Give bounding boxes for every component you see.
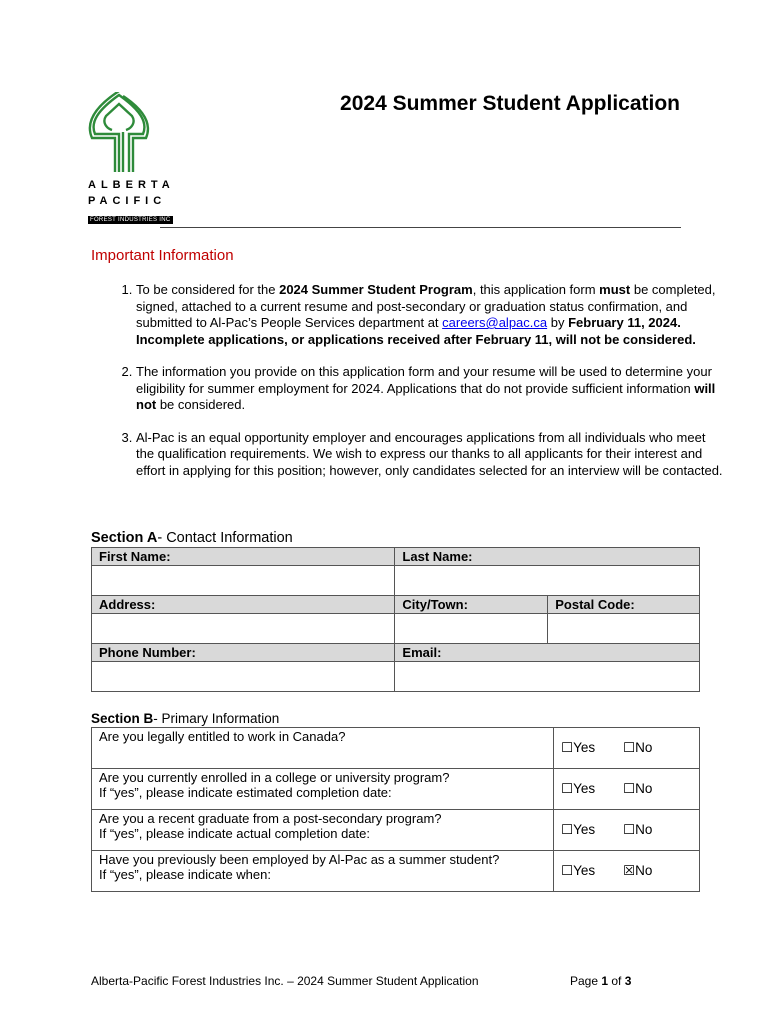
question-cell [92,728,554,769]
item1-bold-program: 2024 Summer Student Program [279,282,473,297]
logo-text-forest-industries: FOREST INDUSTRIES INC [90,217,171,223]
no-checkbox[interactable]: ☐No [623,781,653,796]
first-name-label: First Name: [92,548,395,566]
email-label: Email: [395,644,700,662]
no-checkbox[interactable]: ☐No [623,822,653,837]
no-checkbox-checked[interactable]: ☒No [623,863,653,878]
footer-document-title: Alberta-Pacific Forest Industries Inc. – 2024 Summer Student Application [91,974,479,988]
section-b-label: Section B [91,711,154,726]
question-text: Are you a recent graduate from a post-secondary program? [99,811,442,826]
logo-text-alberta: ALBERTA [88,179,175,191]
yes-checkbox[interactable]: ☐Yes [561,781,596,796]
item1-text-1: To be considered for the [136,282,280,297]
item1-bold-deadline: February 11, 2024. Incomplete applications, or applications received after February 11, will not be considered. [136,315,696,347]
table-row [92,769,700,810]
logo-text-pacific: PACIFIC [88,195,167,207]
answer-cell [554,728,700,769]
item1-text-4: by [547,315,569,330]
current-page: 1 [601,974,609,988]
section-b-heading [91,711,279,726]
primary-info-table [91,727,700,892]
list-item [136,364,726,414]
item1-text-2: , this application form [472,282,600,297]
total-pages: 3 [624,974,632,988]
alpac-tree-logo-icon [88,92,160,176]
table-row [92,810,700,851]
table-row [92,728,700,769]
question-subtext: If “yes”, please indicate estimated completion date: [99,785,392,800]
phone-label: Phone Number: [92,644,395,662]
answer-cell [554,851,700,892]
question-text: Have you previously been employed by Al-Pac as a summer student? [99,852,500,867]
item2-text-1: The information you provide on this application form and your resume will be used to determine your eligibility for summer employment for 2024. Applications that do not provide sufficient information [136,364,712,396]
title-divider [160,227,681,228]
first-name-field[interactable] [92,566,395,596]
careers-email-link[interactable]: careers@alpac.ca [442,315,548,330]
phone-field[interactable] [92,662,395,692]
table-row [92,851,700,892]
question-cell [92,851,554,892]
question-cell [92,810,554,851]
address-label: Address: [92,596,395,614]
yes-checkbox[interactable]: ☐Yes [561,740,596,755]
item1-bold-must: must [599,282,631,297]
important-info-heading: Important Information [91,247,234,264]
question-text: Are you legally entitled to work in Canada? [99,729,346,744]
section-b-subtitle: - Primary Information [153,711,280,726]
item1-text-3: be completed, signed, attached to a current resume and post-secondary or graduation status confirmation, and submitted to Al-Pac’s People Services department at [136,282,716,330]
address-field[interactable] [92,614,395,644]
item2-bold-will-not: will not [136,380,716,412]
yes-checkbox[interactable]: ☐Yes [561,822,596,837]
answer-cell [554,810,700,851]
list-item [136,282,726,348]
postal-code-label: Postal Code: [548,596,700,614]
list-item [136,430,726,480]
postal-code-field[interactable] [548,614,700,644]
city-field[interactable] [395,614,548,644]
contact-info-table [91,547,700,692]
page-number [570,974,631,988]
question-subtext: If “yes”, please indicate when: [99,867,271,882]
question-text: Are you currently enrolled in a college or university program? [99,770,450,785]
important-info-list [91,282,726,495]
item3-text: Al-Pac is an equal opportunity employer and encourages applications from all individuals who meet the qualification requirements. We wish to express our thanks to all applicants for their interest and effort in applying for this position; however, only candidates selected for an interview will be contacted. [136,429,723,478]
page-title: 2024 Summer Student Application [340,92,680,115]
question-cell [92,769,554,810]
item2-text-2: be considered. [156,397,246,412]
section-a-heading [91,530,293,546]
answer-cell [554,769,700,810]
last-name-label: Last Name: [395,548,700,566]
yes-checkbox[interactable]: ☐Yes [561,863,596,878]
no-checkbox[interactable]: ☐No [623,740,653,755]
email-field[interactable] [395,662,700,692]
last-name-field[interactable] [395,566,700,596]
city-label: City/Town: [395,596,548,614]
section-a-label: Section A [91,530,158,546]
section-a-subtitle: - Contact Information [157,530,293,546]
page-word: Page [570,974,602,988]
company-logo [88,92,175,226]
of-word: of [608,974,625,988]
question-subtext: If “yes”, please indicate actual completion date: [99,826,370,841]
